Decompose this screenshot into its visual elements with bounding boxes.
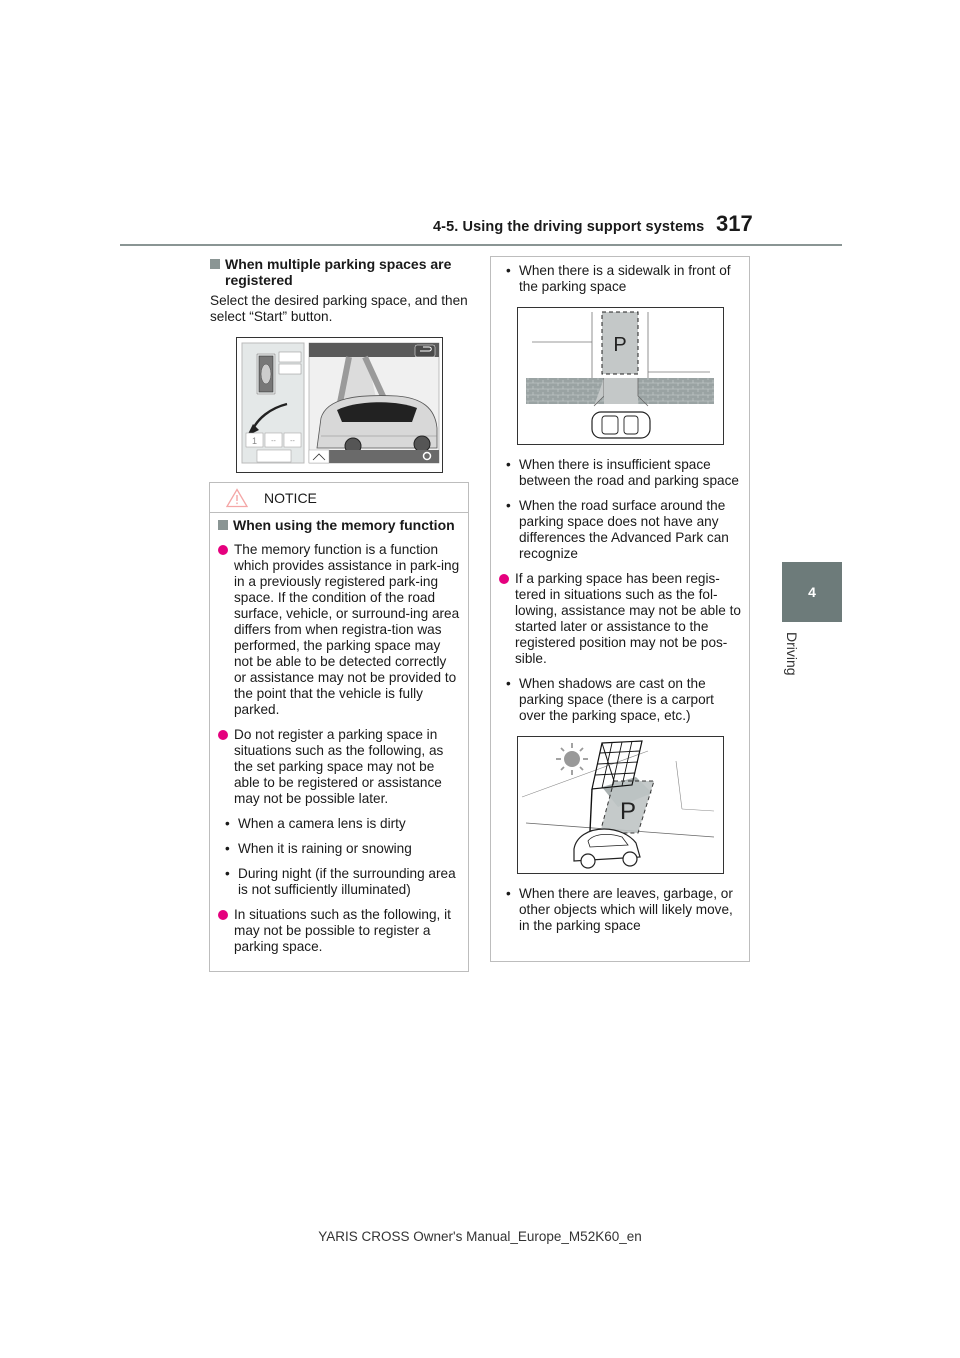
slot-empty-2[interactable]: --: [271, 438, 276, 445]
bullet-dot-icon: [218, 730, 228, 740]
square-bullet-icon: [210, 259, 220, 269]
right-sub-5-text: When there are leaves, garbage, or other objects which will likely move, in the parking space: [519, 886, 733, 933]
notice-heading: [218, 517, 460, 533]
notice-bullet-2-text: Do not register a parking space in situations such as the following, as the set parking space may not be able to be registered or assistance may not be possible later.: [234, 727, 444, 806]
sidewalk-illustration: [517, 307, 724, 445]
right-sub-3-text: When the road surface around the parking space does not have any differences the Advanced Park can recognize: [519, 498, 729, 561]
chapter-label-text: Driving: [784, 632, 800, 676]
section-title: 4-5. Using the driving support systems: [433, 219, 705, 235]
carport-shadow-illustration: [517, 736, 724, 874]
sidewalk-drawing: [518, 308, 723, 444]
chapter-number: 4: [808, 584, 816, 600]
slot-number-1[interactable]: 1: [251, 436, 258, 446]
notice-box: [209, 482, 469, 972]
carport-drawing: [518, 737, 723, 873]
sun-icon: [556, 743, 588, 775]
parking-screen-illustration: [236, 337, 443, 473]
right-bullet-1: [499, 571, 741, 667]
parking-screen-drawing: [237, 338, 442, 472]
chapter-label: [778, 632, 806, 692]
bullet-dot-icon: [218, 545, 228, 555]
notice-body: [210, 513, 468, 955]
left-column: [210, 256, 470, 325]
start-button[interactable]: [309, 450, 329, 463]
right-sub-1-text: When there is a sidewalk in front of the parking space: [519, 263, 731, 294]
square-bullet-icon: [218, 520, 228, 530]
notice-sub-2: • When it is raining or snowing: [225, 841, 412, 856]
notice-bullet-2: [218, 727, 460, 807]
footer-text: YARIS CROSS Owner's Manual_Europe_M52K60_en: [318, 1229, 642, 1244]
page-number: 317: [716, 211, 753, 236]
notice-header: [210, 483, 468, 513]
notice-sub-3: • During night (if the surrounding area is not sufficiently illuminated): [218, 866, 460, 898]
section-heading: [210, 256, 470, 288]
notice-bullet-1: [218, 542, 460, 718]
notice-heading-text: When using the memory function: [233, 517, 455, 533]
notice-continuation-box: [490, 256, 750, 962]
header-divider: [120, 244, 842, 246]
right-bullet-1-text: If a parking space has been regis-tered in situations such as the fol-lowing, assistance may not be able to started later or assistance to the registered position may not be pos-sible.: [515, 571, 741, 666]
section-heading-text: When multiple parking spaces are registered: [225, 256, 452, 288]
bullet-dot-icon: [218, 910, 228, 920]
right-sub-5: • When there are leaves, garbage, or other objects which will likely move, in the parking space: [499, 886, 741, 934]
right-sub-4-text: When shadows are cast on the parking space (there is a carport over the parking space, etc.): [519, 676, 714, 723]
notice-bullet-3: [218, 907, 460, 955]
right-sub-3: • When the road surface around the parking space does not have any differences the Advanced Park can recognize: [499, 498, 741, 562]
right-sub-2: • When there is insufficient space between the road and parking space: [499, 457, 741, 489]
notice-bullet-3-text: In situations such as the following, it may not be possible to register a parking space.: [234, 907, 451, 954]
right-sub-2-text: When there is insufficient space between the road and parking space: [519, 457, 739, 488]
notice-bullet-1-text: The memory function is a function which provides assistance in park-ing in a previously registered park-ing space. If the condition of the road surface, vehicle, or surround-ing area differs from when registra-tion was performed, the parking space may not be able to be detected correctly or assistance may not be provided to the point that the vehicle is fully parked.: [234, 542, 460, 717]
parking-letter-p: P: [619, 798, 637, 825]
right-sub-1: • When there is a sidewalk in front of the parking space: [499, 263, 741, 295]
parking-letter-p: P: [613, 334, 627, 356]
slot-empty-3[interactable]: --: [290, 438, 295, 445]
notice-sub-1: • When a camera lens is dirty: [225, 816, 406, 831]
intro-text: Select the desired parking space, and then select “Start” button.: [210, 293, 468, 324]
bullet-dot-icon: [499, 574, 509, 584]
notice-sub-2-text: When it is raining or snowing: [238, 841, 412, 856]
right-sub-4: • When shadows are cast on the parking space (there is a carport over the parking space, etc.): [499, 676, 741, 724]
notice-sub-3-text: During night (if the surrounding area is not sufficiently illuminated): [238, 866, 456, 897]
chapter-tab: [782, 562, 842, 622]
notice-sub-1-text: When a camera lens is dirty: [238, 816, 406, 831]
warning-triangle-icon: [226, 488, 248, 508]
notice-label: NOTICE: [264, 489, 317, 506]
